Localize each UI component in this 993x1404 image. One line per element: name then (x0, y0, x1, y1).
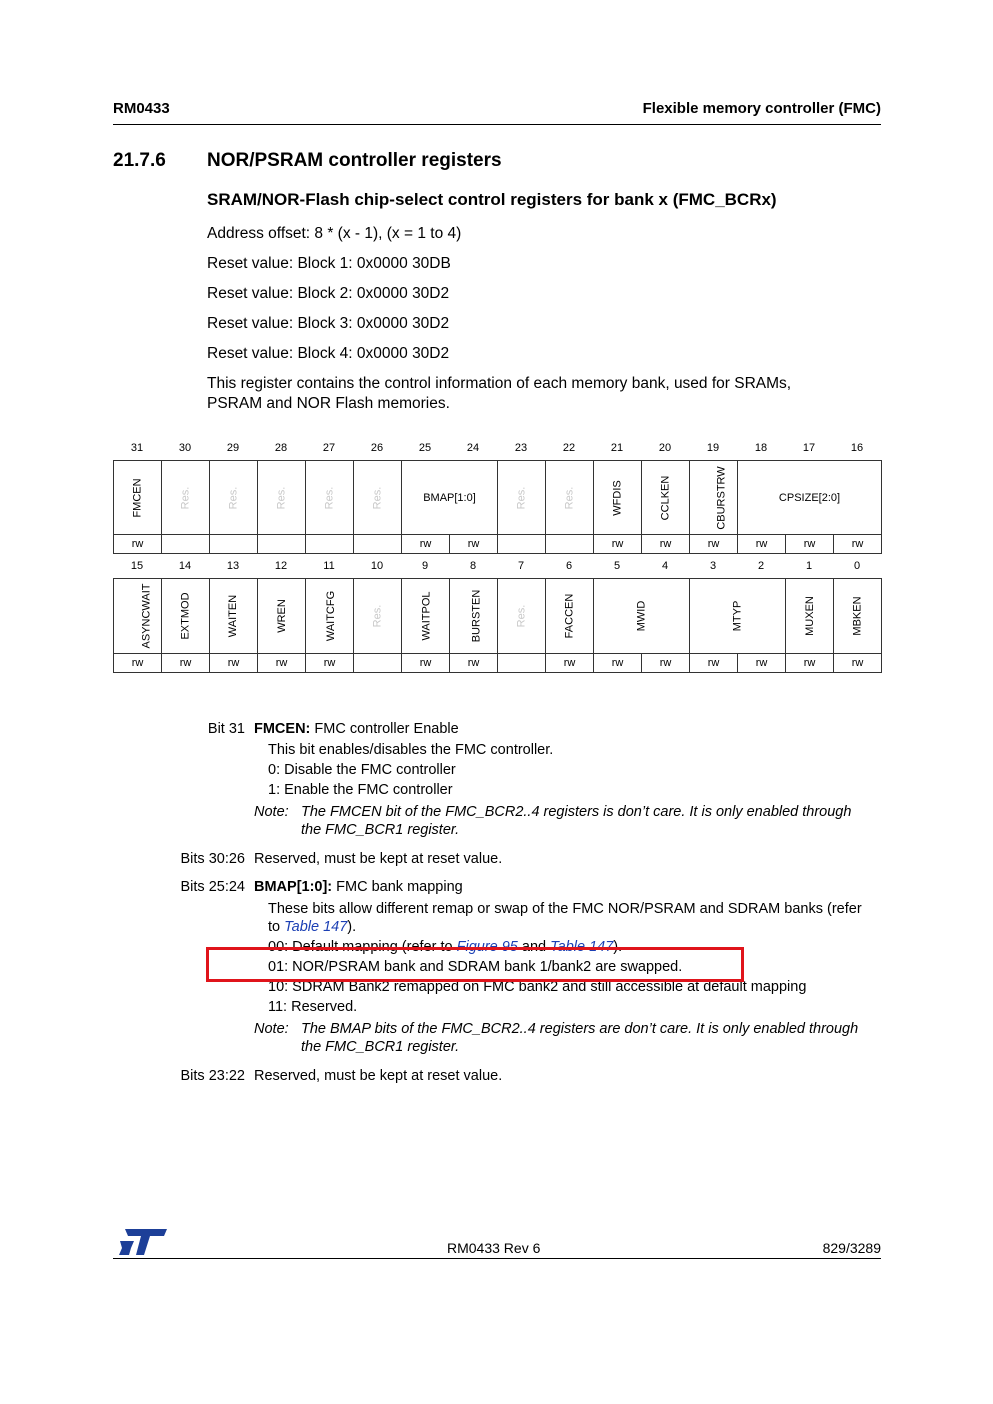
field-mbken: MBKEN (834, 579, 882, 654)
bit31-note-line2: the FMC_BCR1 register. (301, 822, 460, 838)
field-reserved: Res. (210, 461, 258, 535)
bit31-title: FMC controller Enable (310, 721, 459, 737)
access-cell (306, 535, 354, 554)
field-cburstrw: CBURSTRW (690, 461, 738, 535)
footer-rule (113, 1258, 881, 1259)
bmap-name: BMAP[1:0]: (254, 879, 333, 895)
access-cell: rw (738, 654, 786, 673)
bit-number: 4 (661, 560, 669, 572)
bit-number: 26 (370, 442, 384, 454)
header-doc-id: RM0433 (113, 100, 170, 117)
bit31-name: FMCEN: (254, 721, 311, 737)
reset-value-block3: Reset value: Block 3: 0x0000 30D2 (207, 315, 450, 332)
bit-number: 1 (805, 560, 813, 572)
field-mwid: MWID (594, 579, 690, 654)
bmap-option-01: 01: NOR/PSRAM bank and SDRAM bank 1/bank2 are swapped. (268, 959, 683, 975)
bit-number: 27 (322, 442, 336, 454)
reset-value-block4: Reset value: Block 4: 0x0000 30D2 (207, 345, 450, 362)
field-reserved: Res. (306, 461, 354, 535)
field-extmod: EXTMOD (162, 579, 210, 654)
bit-number: 21 (610, 442, 624, 454)
table147-link[interactable]: Table 147 (550, 939, 614, 955)
access-cell: rw (594, 535, 642, 554)
bmap-option-10: 10: SDRAM Bank2 remapped on FMC bank2 and still accessible at default mapping (268, 979, 807, 995)
footer-revision: RM0433 Rev 6 (447, 1240, 541, 1256)
bit-number: 23 (514, 442, 528, 454)
table147-link[interactable]: Table 147 (284, 919, 348, 935)
bit-number: 15 (130, 560, 144, 572)
intro-line-1: This register contains the control information of each memory bank, used for SRAMs, (207, 375, 792, 392)
field-mtyp: MTYP (690, 579, 786, 654)
access-cell (354, 535, 402, 554)
bit-number: 19 (706, 442, 720, 454)
bit-number: 14 (178, 560, 192, 572)
bit-number: 22 (562, 442, 576, 454)
bmap-desc-line2: to Table 147). (268, 919, 357, 935)
access-cell: rw (210, 654, 258, 673)
bit-number: 8 (469, 560, 477, 572)
bit-number: 0 (853, 560, 861, 572)
field-reserved: Res. (162, 461, 210, 535)
field-bursten: BURSTEN (450, 579, 498, 654)
bmap-title: FMC bank mapping (332, 879, 463, 895)
field-cclken: CCLKEN (642, 461, 690, 535)
field-waitpol: WAITPOL (402, 579, 450, 654)
bit-number: 11 (323, 560, 335, 572)
bit-number: 20 (658, 442, 672, 454)
access-cell (546, 535, 594, 554)
access-cell (210, 535, 258, 554)
access-cell: rw (450, 654, 498, 673)
access-cell: rw (786, 654, 834, 673)
bit-number: 3 (709, 560, 717, 572)
header-chapter: Flexible memory controller (FMC) (642, 100, 881, 117)
field-reserved: Res. (354, 579, 402, 654)
access-cell: rw (402, 654, 450, 673)
highlight-box (206, 947, 744, 982)
bit-number: 29 (226, 442, 240, 454)
bmap-option-11: 11: Reserved. (268, 999, 358, 1015)
field-reserved: Res. (546, 461, 594, 535)
bit-number: 31 (130, 442, 144, 454)
access-cell: rw (546, 654, 594, 673)
field-bmap: BMAP[1:0] (402, 461, 498, 535)
access-cell: rw (690, 535, 738, 554)
bits25-24-heading (254, 877, 463, 897)
bmap-note-label: Note: (254, 1021, 289, 1037)
access-cell: rw (114, 654, 162, 673)
access-cell: rw (402, 535, 450, 554)
field-waitcfg: WAITCFG (306, 579, 354, 654)
bit-number: 10 (370, 560, 384, 572)
bmap-note-line1: The BMAP bits of the FMC_BCR2..4 registers are don’t care. It is only enabled through (301, 1021, 859, 1037)
bit-numbers-lower (113, 560, 881, 572)
bit-number: 25 (418, 442, 432, 454)
bit31-heading (254, 719, 459, 739)
bit31-desc-3: 1: Enable the FMC controller (268, 782, 453, 798)
bits23-22-label: Bits 23:22 (180, 1068, 245, 1084)
footer-page-number: 829/3289 (822, 1240, 881, 1256)
field-wren: WREN (258, 579, 306, 654)
register-table-lower (113, 578, 882, 673)
access-cell (354, 654, 402, 673)
field-waiten: WAITEN (210, 579, 258, 654)
bmap-option-00: 00: Default mapping (refer to Figure 95 and Table 147). (268, 939, 623, 955)
reset-value-block2: Reset value: Block 2: 0x0000 30D2 (207, 285, 450, 302)
bits25-24-label: Bits 25:24 (180, 879, 245, 895)
bit-number: 30 (178, 442, 192, 454)
field-asyncwait: ASYNCWAIT (114, 579, 162, 654)
bit-numbers-upper (113, 442, 881, 454)
access-cell (498, 535, 546, 554)
access-cell: rw (258, 654, 306, 673)
bit-number: 24 (466, 442, 480, 454)
bits30-26-label: Bits 30:26 (180, 851, 245, 867)
field-reserved: Res. (498, 461, 546, 535)
access-cell: rw (690, 654, 738, 673)
register-title: SRAM/NOR-Flash chip-select control registers for bank x (FMC_BCRx) (207, 190, 777, 209)
bit-number: 28 (274, 442, 288, 454)
section-title: NOR/PSRAM controller registers (207, 150, 502, 171)
st-logo-icon (119, 1229, 167, 1255)
access-cell: rw (834, 535, 882, 554)
bit-number: 5 (613, 560, 621, 572)
bmap-note (301, 1020, 891, 1056)
bit31-desc-2: 0: Disable the FMC controller (268, 762, 456, 778)
bit31-note (301, 803, 891, 839)
access-cell (258, 535, 306, 554)
bit-number: 7 (517, 560, 525, 572)
bmap-note-line2: the FMC_BCR1 register. (301, 1039, 460, 1055)
bmap-desc-line1: These bits allow different remap or swap of the FMC NOR/PSRAM and SDRAM banks (refer (268, 901, 862, 917)
bit-number: 16 (850, 442, 864, 454)
header-rule (113, 124, 881, 125)
field-reserved: Res. (498, 579, 546, 654)
reset-value-block1: Reset value: Block 1: 0x0000 30DB (207, 255, 451, 272)
intro-line-2: PSRAM and NOR Flash memories. (207, 395, 450, 412)
bit31-note-line1: The FMCEN bit of the FMC_BCR2..4 registers is don’t care. It is only enabled through (301, 804, 852, 820)
register-intro (207, 374, 867, 414)
access-cell (162, 535, 210, 554)
access-cell: rw (642, 535, 690, 554)
bit-number: 9 (421, 560, 429, 572)
field-muxen: MUXEN (786, 579, 834, 654)
field-reserved: Res. (354, 461, 402, 535)
access-cell: rw (738, 535, 786, 554)
figure95-link[interactable]: Figure 95 (456, 939, 518, 955)
access-cell: rw (642, 654, 690, 673)
access-cell (498, 654, 546, 673)
bit-number: 12 (274, 560, 288, 572)
access-cell: rw (306, 654, 354, 673)
bit-number: 6 (565, 560, 573, 572)
field-wfdis: WFDIS (594, 461, 642, 535)
field-reserved: Res. (258, 461, 306, 535)
field-cpsize: CPSIZE[2:0] (738, 461, 882, 535)
address-offset: Address offset: 8 * (x - 1), (x = 1 to 4) (207, 225, 462, 242)
access-cell: rw (834, 654, 882, 673)
bits30-26-text: Reserved, must be kept at reset value. (254, 851, 503, 867)
bit31-note-label: Note: (254, 804, 289, 820)
bit-number: 13 (226, 560, 240, 572)
bits23-22-text: Reserved, must be kept at reset value. (254, 1068, 503, 1084)
access-cell: rw (594, 654, 642, 673)
access-cell: rw (114, 535, 162, 554)
section-number: 21.7.6 (113, 150, 166, 171)
access-cell: rw (786, 535, 834, 554)
bit-number: 2 (757, 560, 765, 572)
bit31-label: Bit 31 (207, 721, 245, 737)
access-cell: rw (450, 535, 498, 554)
register-table-upper (113, 460, 882, 554)
field-faccen: FACCEN (546, 579, 594, 654)
field-fmcen: FMCEN (114, 461, 162, 535)
access-cell: rw (162, 654, 210, 673)
bit31-desc-1: This bit enables/disables the FMC controller. (268, 742, 554, 758)
bit-number: 18 (754, 442, 768, 454)
bit-number: 17 (802, 442, 816, 454)
